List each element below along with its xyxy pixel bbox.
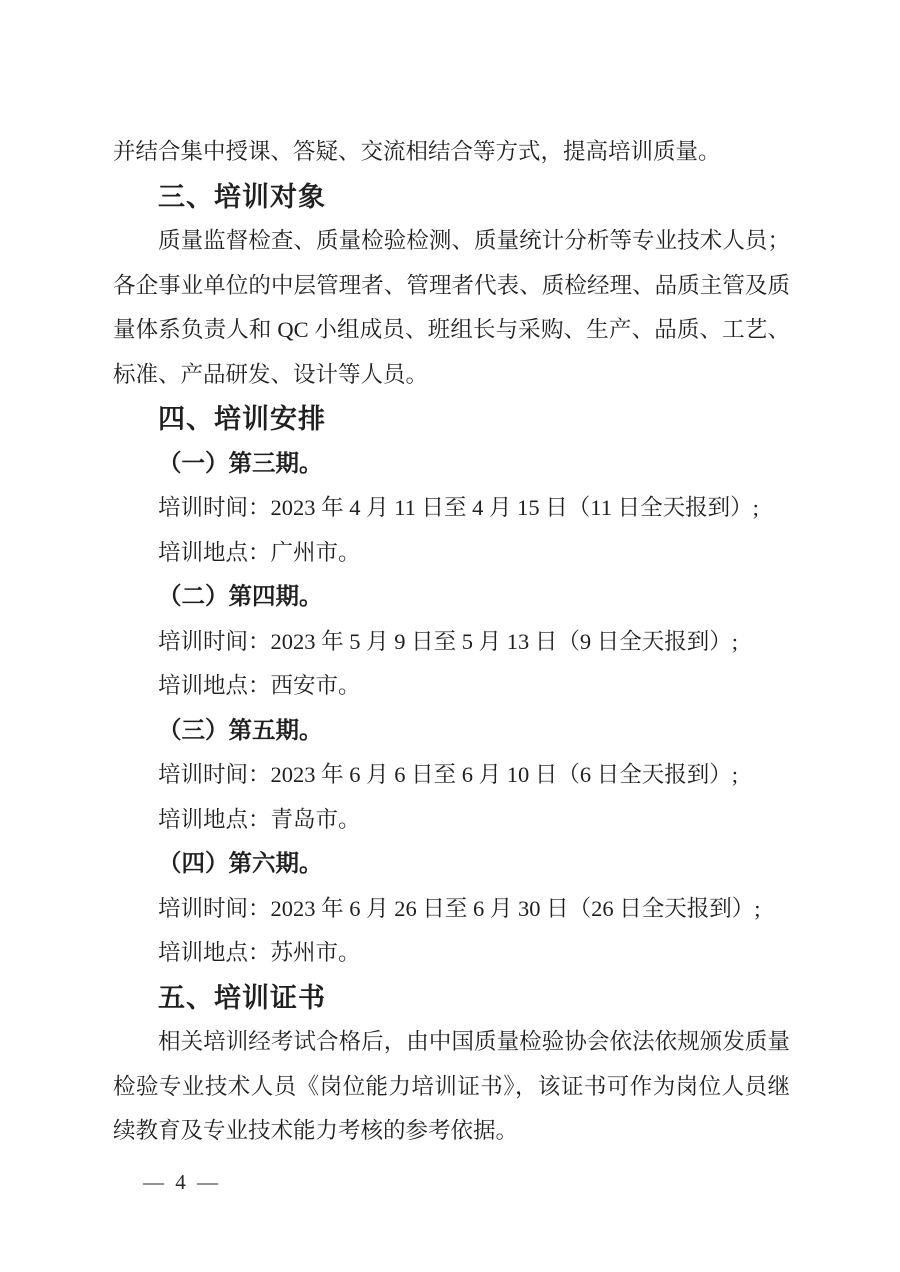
body-line: 量体系负责人和 QC 小组成员、班组长与采购、生产、品质、工艺、 <box>113 317 790 342</box>
body-line: 相关培训经考试合格后，由中国质量检验协会依法依规颁发质量 <box>158 1029 790 1054</box>
intro-line: 并结合集中授课、答疑、交流相结合等方式，提高培训质量。 <box>113 139 721 164</box>
training-place-line: 培训地点：苏州市。 <box>158 940 361 965</box>
section-heading-training-certificate: 五、培训证书 <box>158 982 326 1013</box>
body-line: 各企事业单位的中层管理者、管理者代表、质检经理、品质主管及质 <box>113 272 790 298</box>
body-line: 续教育及专业技术能力考核的参考依据。 <box>113 1118 519 1143</box>
batch-title: （二）第四期。 <box>158 584 323 610</box>
training-time-line: 培训时间：2023 年 4 月 11 日至 4 月 15 日（11 日全天报到）; <box>158 495 759 520</box>
training-time-line: 培训时间：2023 年 5 月 9 日至 5 月 13 日（9 日全天报到）; <box>158 628 739 654</box>
batch-title: （一）第三期。 <box>158 450 323 477</box>
section-heading-training-schedule: 四、培训安排 <box>158 404 326 434</box>
training-time-line: 培训时间：2023 年 6 月 6 日至 6 月 10 日（6 日全天报到）; <box>158 762 739 787</box>
body-line: 标准、产品研发、设计等人员。 <box>113 361 429 387</box>
training-place-line: 培训地点：西安市。 <box>158 673 361 698</box>
page-number: — 4 — <box>143 1170 221 1194</box>
training-place-line: 培训地点：青岛市。 <box>158 806 361 832</box>
section-heading-training-target: 三、培训对象 <box>158 181 326 212</box>
batch-title: （三）第五期。 <box>158 717 323 744</box>
training-place-line: 培训地点：广州市。 <box>158 539 361 565</box>
batch-title: （四）第六期。 <box>158 851 323 877</box>
document-body <box>113 130 790 1154</box>
body-line: 质量监督检查、质量检验检测、质量统计分析等专业技术人员； <box>158 228 790 253</box>
body-line: 检验专业技术人员《岗位能力培训证书》，该证书可作为岗位人员继 <box>113 1073 790 1099</box>
training-time-line: 培训时间：2023 年 6 月 26 日至 6 月 30 日（26 日全天报到）; <box>158 895 761 921</box>
